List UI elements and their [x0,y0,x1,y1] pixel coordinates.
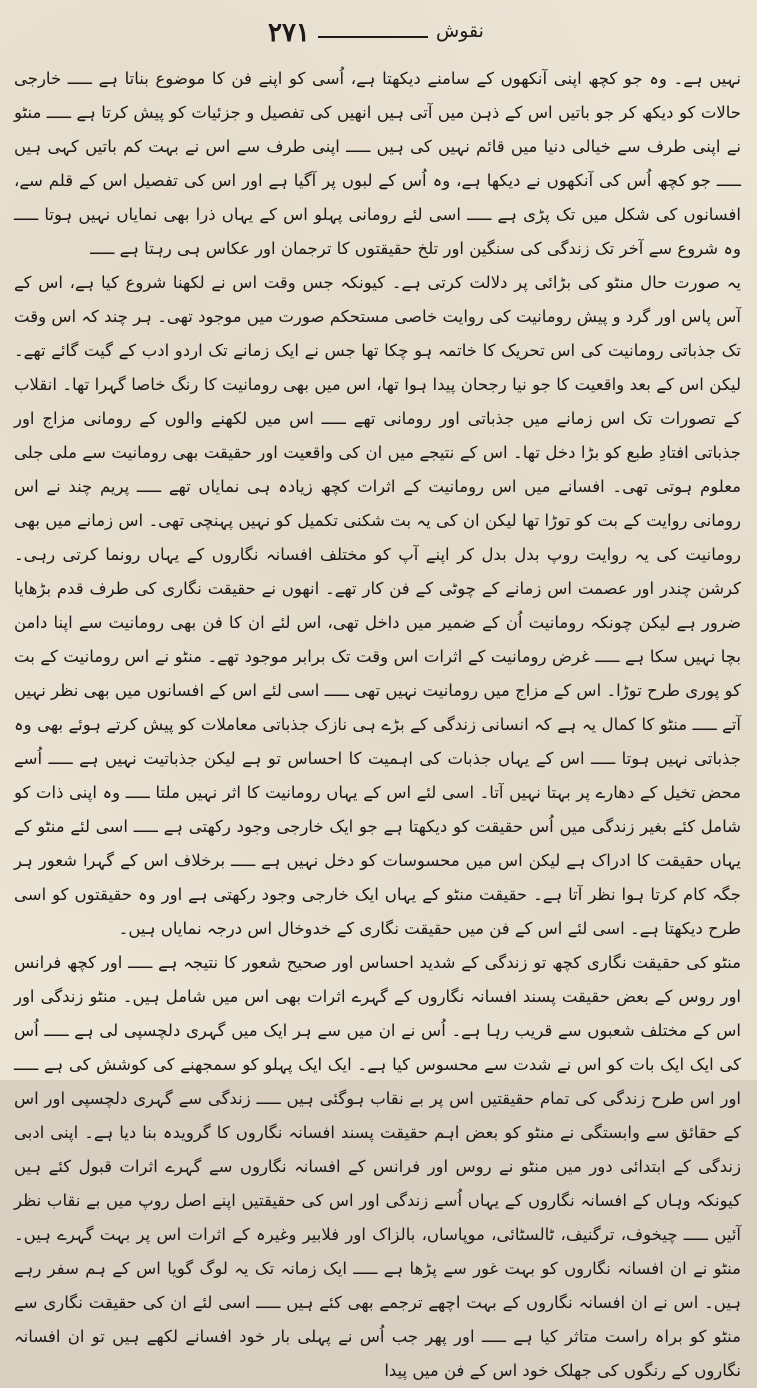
page-header [0,14,757,54]
paragraph-1: نہیں ہے۔ وہ جو کچھ اپنی آنکھوں کے سامنے دیکھتا ہے، اُسی کو اپنے فن کا موضوع بناتا ہے ـــــ خارجی حالات کو دیکھ کر جو باتیں اس کے ذہن میں آتی ہیں انھیں کی تفصیل و جزئیات کو پیش کرتا ہے ـــــ منٹو نے اپنی طرف سے خیالی دنیا میں قائم نہیں کی ہیں ـــــ اپنی طرف سے اس نے بہت کم باتیں کہی ہیں ـــــ جو کچھ اُس کی آنکھوں نے دیکھا ہے، وہ اُس کے لبوں پر آگیا ہے اور اس کی تفصیل اس کے قلم سے، افسانوں کی شکل میں تک پڑی ہے ـــــ اسی لئے رومانی پہلو اس کے یہاں ذرا بھی نمایاں نہیں ہوتا ـــــ وہ شروع سے آخر تک زندگی کی سنگین اور تلخ حقیقتوں کا ترجمان اور عکاس ہی رہتا ہے ـــــ [14,69,741,258]
page-number: ۲۷۱ [268,18,310,48]
page-body [14,62,741,1380]
running-title: نقوش [436,20,484,42]
paragraph-2: یہ صورت حال منٹو کی بڑائی پر دلالت کرتی ہے۔ کیونکہ جس وقت اس نے لکھنا شروع کیا ہے، اس کے آس پاس اور گرد و پیش رومانیت کی روایت خاصی مستحکم صورت میں موجود تھی۔ ہر چند کہ اس وقت تک جذباتی رومانیت کی اس تحریک کا خاتمہ ہو چکا تھا جس نے ایک زمانے تک اردو ادب کے گیت گائے تھے۔ لیکن اس کے بعد واقعیت کا جو نیا رجحان پیدا ہوا تھا، اس میں بھی رومانیت کا رنگ خاصا گہرا تھا۔ انقلاب کے تصورات تک اس زمانے میں جذباتی اور رومانی تھے ـــــ اس میں لکھنے والوں کے رومانی مزاج اور جذباتی افتادِ طبع کو بڑا دخل تھا۔ اس کے نتیجے میں ان کی واقعیت اور حقیقت بھی رومانیت سے ملی جلی معلوم ہوتی تھی۔ افسانے میں اس رومانیت کے اثرات کچھ زیادہ ہی نمایاں تھے ـــــ پریم چند نے اس رومانی روایت کے بت کو توڑا تھا لیکن ان کی یہ بت شکنی تکمیل کو نہیں پہنچی تھی۔ اس زمانے میں بھی رومانیت کی یہ روایت روپ بدل بدل کر اپنے آپ کو مختلف افسانہ نگاروں کے یہاں رونما کرتی رہی۔ کرشن چندر اور عصمت اس زمانے کے چوٹی کے فن کار تھے۔ انھوں نے حقیقت نگاری کی طرف قدم بڑھایا ضرور ہے لیکن چونکہ رومانیت اُن کے ضمیر میں داخل تھی، اس لئے ان کا فن بھی رومانیت سے اپنا دامن بچا نہیں سکا ہے ـــــ غرض رومانیت کے اثرات اس وقت تک برابر موجود تھے۔ منٹو نے اس رومانیت کے بت کو پوری طرح توڑا۔ اس کے مزاج میں رومانیت نہیں تھی ـــــ اسی لئے اس کے افسانوں میں بھی نظر نہیں آتے ـــــ منٹو کا کمال یہ ہے کہ انسانی زندگی کے بڑے ہی نازک جذباتی معاملات کو پیش کرتے ہوئے بھی وہ جذباتی نہیں ہوتا ـــــ اس کے یہاں جذبات کی اہمیت کا احساس تو ہے لیکن جذباتیت نہیں ہے ـــــ اُسے محض تخیل کے دھارے پر بہتا نہیں آتا۔ اسی لئے اس کے یہاں رومانیت کا اثر نہیں ملتا ـــــ وہ اپنی ذات کو شامل کئے بغیر زندگی میں اُس حقیقت کو دیکھتا ہے جو ایک خارجی وجود رکھتی ہے ـــــ اسی لئے منٹو کے یہاں حقیقت کا ادراک ہے لیکن اس میں محسوسات کو دخل نہیں ہے ـــــ برخلاف اس کے گہرا شعور ہر جگہ کام کرتا ہوا نظر آتا ہے۔ حقیقت منٹو کے یہاں ایک خارجی وجود رکھتی ہے اور وہ حقیقتوں کو اسی طرح دیکھتا ہے۔ اسی لئے اس کے فن میں حقیقت نگاری کے خدوخال اس درجہ نمایاں ہیں۔ [14,273,741,938]
header-divider [318,36,428,38]
paragraph-3: منٹو کی حقیقت نگاری کچھ تو زندگی کے شدید احساس اور صحیح شعور کا نتیجہ ہے ـــــ اور کچھ فرانس اور روس کے بعض حقیقت پسند افسانہ نگاروں کے گہرے اثرات بھی اس میں شامل ہیں۔ منٹو زندگی اور اس کے مختلف شعبوں سے قریب رہا ہے۔ اُس نے ان میں سے ہر ایک میں گہری دلچسپی لی ہے ـــــ اُس کی ایک ایک بات کو اس نے شدت سے محسوس کیا ہے۔ ایک ایک پہلو کو سمجھنے کی کوشش کی ہے ـــــ اور اس طرح زندگی کی تمام حقیقتیں اس پر بے نقاب ہوگئی ہیں ـــــ زندگی سے گہری دلچسپی اور اس کے حقائق سے وابستگی نے منٹو کو بعض اہم حقیقت پسند افسانہ نگاروں کا گرویدہ بنا دیا ہے۔ اپنی ادبی زندگی کے ابتدائی دور میں منٹو نے روس اور فرانس کے افسانہ نگاروں سے گہرے اثرات قبول کئے ہیں کیونکہ وہاں کے افسانہ نگاروں کے یہاں اُسے زندگی اور اس کی حقیقتیں اپنے اصل روپ میں بے نقاب نظر آئیں ـــــ چیخوف، ترگنیف، ٹالسٹائی، موپاساں، بالزاک اور فلابیر وغیرہ کے اثرات اس پر بہت گہرے ہیں۔ منٹو نے ان افسانہ نگاروں کو بہت غور سے پڑھا ہے ـــــ ایک زمانہ تک یہ لوگ گویا اس کے ہم سفر رہے ہیں۔ اس نے ان افسانہ نگاروں کے بہت اچھے ترجمے بھی کئے ہیں ـــــ اسی لئے ان کی حقیقت نگاری سے منٹو کو براہ راست متاثر کیا ہے ـــــ اور پھر جب اُس نے پہلی بار خود افسانے لکھے ہیں تو ان افسانہ نگاروں کے رنگوں کی جھلک خود اس کے فن میں پیدا [14,953,741,1380]
